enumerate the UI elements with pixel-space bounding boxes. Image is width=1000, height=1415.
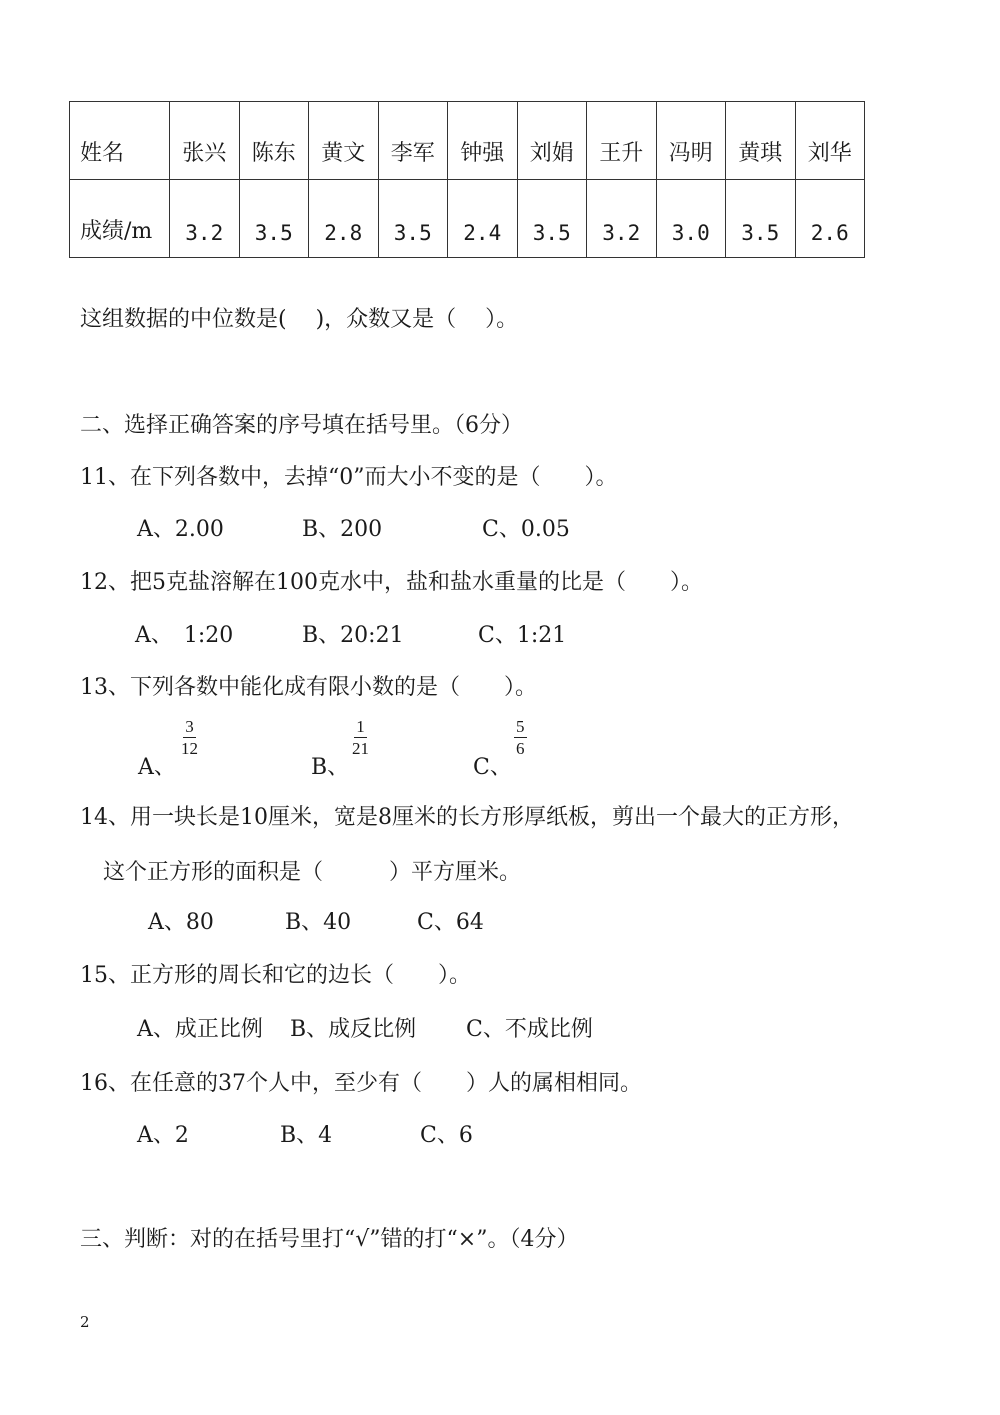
page-number: 2 <box>80 1313 90 1331</box>
name-cell: 陈东 <box>239 102 309 180</box>
score-cell: 3.5 <box>726 180 796 258</box>
numerator: 1 <box>356 717 365 736</box>
score-cell: 3.2 <box>170 180 240 258</box>
q15-option-c: C、不成比例 <box>466 1017 593 1042</box>
numerator: 3 <box>185 717 194 736</box>
score-cell: 2.8 <box>309 180 379 258</box>
section3-title: 三、判断：对的在括号里打“√”错的打“×”。（4分） <box>80 1227 579 1252</box>
name-cell: 刘娟 <box>517 102 587 180</box>
name-cell: 冯明 <box>656 102 726 180</box>
numerator: 5 <box>516 717 525 736</box>
denominator: 21 <box>352 739 369 758</box>
q13-option-a-label: A、 <box>138 755 176 780</box>
question-11: 11、在下列各数中，去掉“0”而大小不变的是（ ）。 <box>80 465 618 490</box>
q13-option-c-fraction <box>514 718 527 757</box>
q12-option-a: A、 1:20 <box>135 623 234 648</box>
q14-option-a: A、80 <box>148 910 214 935</box>
question-12: 12、把5克盐溶解在100克水中，盐和盐水重量的比是（ ）。 <box>80 570 703 595</box>
name-cell: 黄琪 <box>726 102 796 180</box>
question-13: 13、下列各数中能化成有限小数的是（ ）。 <box>80 675 537 700</box>
section2-title: 二、选择正确答案的序号填在括号里。（6分） <box>80 413 523 438</box>
row-header-name: 姓名 <box>70 102 170 180</box>
q13-option-b-label: B、 <box>311 755 350 780</box>
denominator: 12 <box>181 739 198 758</box>
name-cell: 张兴 <box>170 102 240 180</box>
name-cell: 刘华 <box>795 102 865 180</box>
q16-option-b: B、4 <box>280 1123 333 1148</box>
score-cell: 3.5 <box>378 180 448 258</box>
q13-option-c-label: C、 <box>473 755 512 780</box>
score-cell: 3.5 <box>517 180 587 258</box>
question-14-continued: 这个正方形的面积是（ ）平方厘米。 <box>103 860 522 885</box>
q15-option-b: B、成反比例 <box>290 1017 417 1042</box>
name-cell: 王升 <box>587 102 657 180</box>
name-cell: 黄文 <box>309 102 379 180</box>
q16-option-a: A、2 <box>137 1123 189 1148</box>
table-row-names <box>70 102 865 180</box>
name-cell: 钟强 <box>448 102 518 180</box>
q13-option-a-fraction <box>181 718 198 757</box>
q11-option-b: B、200 <box>302 517 383 542</box>
score-cell: 3.2 <box>587 180 657 258</box>
row-header-score: 成绩/m <box>70 180 170 258</box>
name-cell: 李军 <box>378 102 448 180</box>
q16-option-c: C、6 <box>420 1123 473 1148</box>
q12-option-c: C、1:21 <box>478 623 567 648</box>
question-15: 15、正方形的周长和它的边长（ ）。 <box>80 963 471 988</box>
q13-option-b-fraction <box>352 718 369 757</box>
score-cell: 3.0 <box>656 180 726 258</box>
denominator: 6 <box>516 739 525 758</box>
q12-option-b: B、20:21 <box>302 623 404 648</box>
q11-option-c: C、0.05 <box>482 517 570 542</box>
score-table <box>69 101 865 258</box>
q14-option-c: C、64 <box>417 910 484 935</box>
median-mode-question: 这组数据的中位数是( )，众数又是（ ）。 <box>80 307 519 332</box>
table-row-scores <box>70 180 865 258</box>
q15-option-a: A、成正比例 <box>137 1017 263 1042</box>
score-cell: 2.4 <box>448 180 518 258</box>
question-16: 16、在任意的37个人中，至少有（ ）人的属相相同。 <box>80 1071 642 1096</box>
score-cell: 2.6 <box>795 180 865 258</box>
score-cell: 3.5 <box>239 180 309 258</box>
q11-option-a: A、2.00 <box>137 517 224 542</box>
question-14: 14、用一块长是10厘米，宽是8厘米的长方形厚纸板，剪出一个最大的正方形， <box>80 805 854 830</box>
q14-option-b: B、40 <box>285 910 352 935</box>
